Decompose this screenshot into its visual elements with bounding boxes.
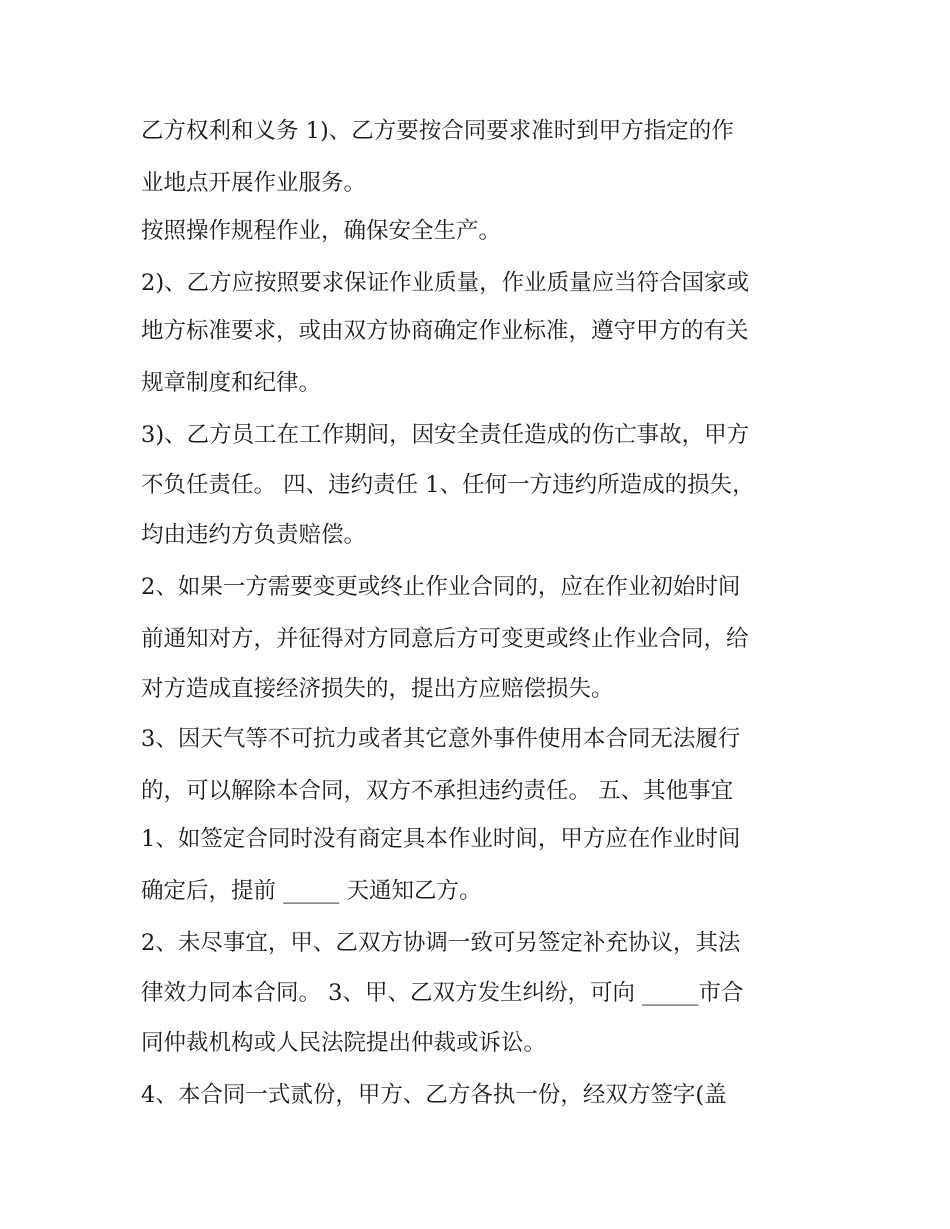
- text-line: 规章制度和纪律。: [141, 370, 322, 396]
- text-line: 前通知对方，并征得对方同意后方可变更或终止作业合同，给: [141, 626, 749, 652]
- text-line: 3、因天气等不可抗力或者其它意外事件使用本合同无法履行: [141, 726, 741, 752]
- text-line: 的，可以解除本合同，双方不承担违约责任。 五、其他事宜: [141, 778, 734, 804]
- text-line: 4、本合同一式贰份，甲方、乙方各执一份，经双方签字(盖: [141, 1082, 727, 1108]
- text-line: 2)、乙方应按照要求保证作业质量，作业质量应当符合国家或: [141, 270, 750, 296]
- text-line: 均由违约方负责赔偿。: [141, 522, 367, 548]
- text-line: 1、如签定合同时没有商定具本作业时间，甲方应在作业时间: [141, 826, 741, 852]
- text-line: 2、未尽事宜，甲、乙双方协调一致可另签定补充协议，其法: [141, 930, 741, 956]
- text-line: 按照操作规程作业，确保安全生产。: [141, 218, 502, 244]
- text-line: 业地点开展作业服务。: [141, 170, 367, 196]
- text-line: 乙方权利和义务 1)、乙方要按合同要求准时到甲方指定的作: [141, 118, 734, 144]
- text-line: 对方造成直接经济损失的，提出方应赔偿损失。: [141, 676, 614, 702]
- text-line: 律效力同本合同。 3、甲、乙双方发生纠纷，可向 _____市合: [141, 980, 744, 1006]
- text-line: 地方标准要求，或由双方协商确定作业标准，遵守甲方的有关: [141, 318, 749, 344]
- text-line: 不负任责任。 四、违约责任 1、任何一方违约所造成的损失，: [141, 472, 755, 498]
- text-line: 同仲裁机构或人民法院提出仲裁或诉讼。: [141, 1030, 547, 1056]
- text-line: 确定后，提前 _____ 天通知乙方。: [141, 878, 482, 904]
- text-line: 2、如果一方需要变更或终止作业合同的，应在作业初始时间: [141, 574, 741, 600]
- text-line: 3)、乙方员工在工作期间，因安全责任造成的伤亡事故，甲方: [141, 422, 750, 448]
